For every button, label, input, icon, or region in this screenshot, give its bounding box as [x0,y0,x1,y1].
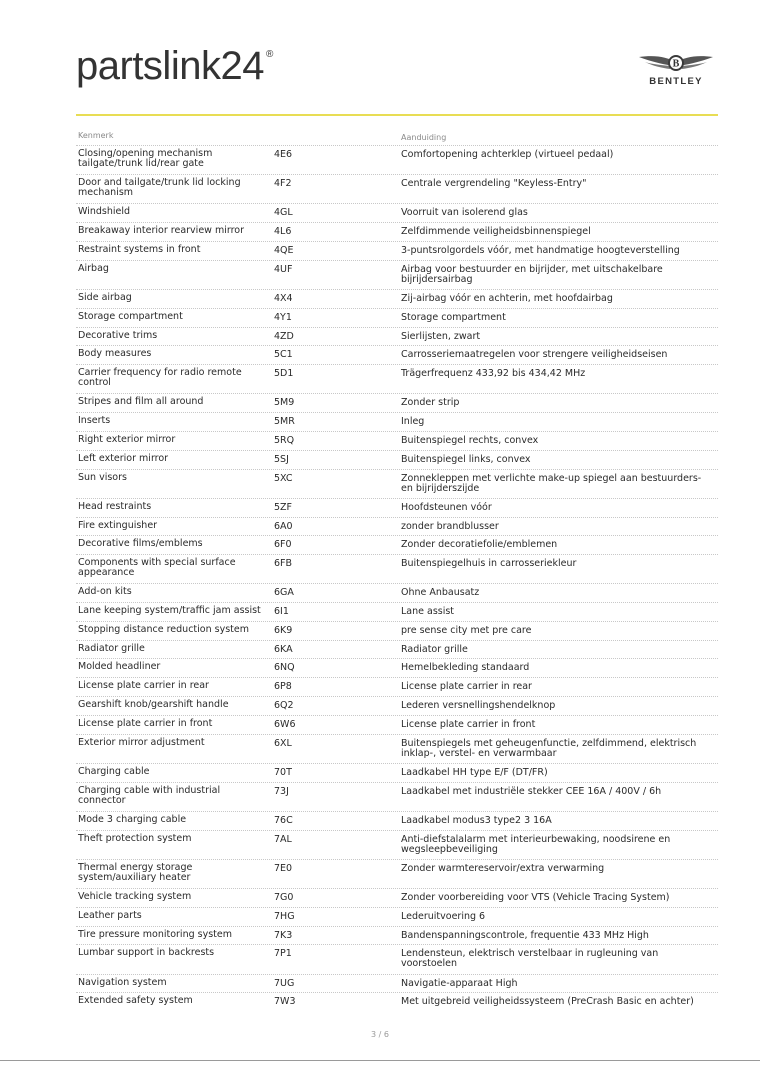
description-cell: Comfortopening achterklep (virtueel pedaal) [401,149,614,160]
feature-cell: Decorative films/emblems [78,538,203,550]
description-cell: Carrosseriemaatregelen voor strengere veiligheidseisen [401,349,668,361]
table-row [76,145,718,174]
description-cell: Lederuitvoering 6 [401,910,486,922]
feature-cell: Exterior mirror adjustment [78,736,205,748]
code-cell: 6NQ [274,662,295,674]
code-cell: 5MR [274,416,295,428]
code-cell: 6A0 [274,520,293,532]
feature-cell: Add-on kits [78,586,132,598]
table-row [76,621,718,640]
feature-cell: License plate carrier in front [78,717,213,729]
table-row [76,308,718,327]
brand-name: BENTLEY [649,76,703,87]
feature-cell: Stopping distance reduction system [78,623,249,635]
description-cell: License plate carrier in front [401,718,536,730]
table-row [76,640,718,659]
table-row [76,469,718,498]
feature-cell: License plate carrier in rear [78,680,209,692]
description-cell: Lane assist [401,606,455,618]
code-cell: 4GL [274,207,293,219]
table-row [76,327,718,346]
code-cell: 5RQ [274,434,295,446]
column-header-description: Aanduiding [401,133,447,142]
feature-cell: Charging cable with industrial connector [78,784,221,806]
description-cell: 3-puntsrolgordels vóór, met handmatige hoogteverstelling [401,244,680,256]
code-cell: 4F2 [274,178,292,190]
code-cell: 4QE [274,244,294,256]
feature-cell: Side airbag [78,291,132,303]
table-row [76,992,718,1011]
feature-cell: Extended safety system [78,995,193,1007]
table-row [76,554,718,583]
feature-cell: Sun visors [78,471,127,483]
table-row [76,431,718,450]
table-row [76,782,718,811]
feature-cell: Gearshift knob/gearshift handle [78,699,229,711]
code-cell: 6FB [274,558,293,570]
table-row [76,811,718,830]
description-cell: Buitenspiegelhuis in carrosseriekleur [401,558,577,570]
description-cell: Zonder voorbereiding voor VTS (Vehicle Tracing System) [401,892,670,903]
description-cell: Anti-diefstalalarm met interieurbewaking, noodsirene en wegsleepbeveiliging [401,833,671,855]
table-row [76,535,718,554]
code-cell: 6I1 [274,606,289,618]
feature-cell: Airbag [78,262,109,274]
feature-cell: Body measures [78,348,152,360]
code-cell: 5M9 [274,397,295,409]
table-row [76,260,718,289]
table-row [76,944,718,973]
feature-cell: Stripes and film all around [78,396,204,408]
column-header-feature: Kenmerk [78,131,114,140]
feature-cell: Radiator grille [78,642,145,654]
bentley-logo [634,52,718,87]
table-row [76,345,718,364]
table-row [76,517,718,536]
code-cell: 6XL [274,737,292,749]
feature-cell: Left exterior mirror [78,452,169,464]
description-cell: Zonder strip [401,397,460,409]
description-cell: Buitenspiegel rechts, convex [401,434,539,446]
code-cell: 7K3 [274,929,293,941]
feature-cell: Lane keeping system/traffic jam assist [78,605,261,617]
description-cell: Voorruit van isolerend glas [401,207,528,219]
feature-cell: Closing/opening mechanism tailgate/trunk lid/rear gate [78,148,213,169]
feature-cell: Leather parts [78,909,142,921]
table-row [76,412,718,431]
table-row [76,859,718,888]
feature-cell: Inserts [78,415,111,427]
code-cell: 5XC [274,472,293,484]
logo-registered-mark: ® [265,49,273,60]
partslink24-logo [76,46,273,86]
feature-cell: Vehicle tracking system [78,891,192,902]
description-cell: Centrale vergrendeling "Keyless-Entry" [401,178,587,190]
description-cell: Hoofdsteunen vóór [401,501,492,513]
feature-cell: Restraint systems in front [78,243,201,255]
feature-cell: Door and tailgate/trunk lid locking mechanism [78,177,241,199]
feature-cell: Carrier frequency for radio remote control [78,367,242,389]
description-cell: Laadkabel modus3 type2 3 16A [401,814,552,826]
description-cell: Met uitgebreid veiligheidssysteem (PreCrash Basic en achter) [401,996,694,1008]
code-cell: 4ZD [274,330,294,342]
description-cell: pre sense city met pre care [401,624,532,636]
table-row [76,222,718,241]
code-cell: 7G0 [274,892,294,903]
table-row [76,203,718,222]
feature-cell: Decorative trims [78,329,158,341]
svg-text:B: B [672,58,680,70]
table-row [76,241,718,260]
code-cell: 70T [274,766,292,778]
description-cell: Zonder decoratiefolie/emblemen [401,539,558,551]
feature-cell: Components with special surface appearance [78,557,236,579]
description-cell: Hemelbekleding standaard [401,662,530,674]
code-cell: 5C1 [274,349,293,361]
table-row [76,498,718,517]
footer-rule [0,1060,760,1061]
description-cell: License plate carrier in rear [401,681,532,693]
description-cell: Zij-airbag vóór en achterin, met hoofdairbag [401,292,613,304]
code-cell: 5D1 [274,368,294,380]
table-row [76,658,718,677]
table-body [76,145,718,1011]
feature-cell: Right exterior mirror [78,433,176,445]
feature-cell: Lumbar support in backrests [78,947,215,959]
table-row [76,926,718,945]
bentley-winged-b-icon [637,52,715,74]
description-cell: Sierlijsten, zwart [401,330,481,342]
description-cell: Ohne Anbausatz [401,587,480,599]
table-row [76,602,718,621]
feature-cell: Molded headliner [78,661,161,673]
feature-cell: Breakaway interior rearview mirror [78,225,244,237]
table-row [76,715,718,734]
code-cell: 4X4 [274,292,293,304]
feature-cell: Theft protection system [78,832,192,844]
code-cell: 4Y1 [274,311,292,323]
code-cell: 73J [274,785,289,797]
code-cell: 6P8 [274,681,292,693]
code-cell: 6KA [274,643,293,655]
description-cell: Lederen versnellingshendelknop [401,700,556,712]
description-cell: Buitenspiegel links, convex [401,453,531,465]
code-cell: 7W3 [274,996,296,1008]
feature-cell: Navigation system [78,976,167,988]
code-cell: 7AL [274,833,292,845]
code-cell: 6F0 [274,539,292,551]
code-cell: 7E0 [274,862,293,874]
vehicle-equipment-table [76,128,718,1011]
table-row [76,583,718,602]
table-row [76,364,718,393]
feature-cell: Fire extinguisher [78,519,158,531]
code-cell: 5ZF [274,501,293,513]
table-row [76,450,718,469]
table-row [76,696,718,715]
description-cell: Bandenspanningscontrole, frequentie 433 MHz High [401,929,649,941]
description-cell: Laadkabel HH type E/F (DT/FR) [401,766,548,778]
feature-cell: Mode 3 charging cable [78,813,187,825]
table-row [76,734,718,763]
code-cell: 6W6 [274,718,296,730]
description-cell: Buitenspiegels met geheugenfunctie, zelfdimmend, elektrisch inklap-, verstel- en verwarmbaar [401,737,697,759]
description-cell: Storage compartment [401,311,506,323]
logo-text: partslink24 [76,44,264,88]
feature-cell: Head restraints [78,500,152,512]
table-header [76,128,718,145]
description-cell: Zelfdimmende veiligheidsbinnenspiegel [401,226,591,238]
table-row [76,677,718,696]
description-cell: Lendensteun, elektrisch verstelbaar in rugleuning van voorstoelen [401,948,659,970]
header-accent-line [76,114,718,116]
table-row [76,974,718,993]
code-cell: 6K9 [274,624,293,636]
code-cell: 7HG [274,910,295,922]
description-cell: Trägerfrequenz 433,92 bis 434,42 MHz [401,368,586,380]
feature-cell: Tire pressure monitoring system [78,928,232,940]
description-cell: Navigatie-apparaat High [401,977,518,989]
code-cell: 5SJ [274,453,289,465]
table-row [76,888,718,907]
table-row [76,393,718,412]
table-row [76,174,718,203]
description-cell: Inleg [401,416,425,428]
code-cell: 4E6 [274,149,293,160]
code-cell: 7P1 [274,948,292,960]
table-row [76,763,718,782]
code-cell: 4L6 [274,226,292,238]
page-number: 3 / 6 [371,1030,389,1039]
description-cell: Airbag voor bestuurder en bijrijder, met uitschakelbare bijrijdersairbag [401,263,663,285]
table-row [76,830,718,859]
feature-cell: Charging cable [78,765,150,777]
feature-cell: Thermal energy storage system/auxiliary heater [78,861,193,883]
feature-cell: Storage compartment [78,310,183,322]
description-cell: zonder brandblusser [401,520,499,532]
description-cell: Radiator grille [401,643,468,655]
description-cell: Zonder warmtereservoir/extra verwarming [401,862,605,874]
feature-cell: Windshield [78,206,130,218]
code-cell: 6GA [274,587,294,599]
code-cell: 6Q2 [274,700,294,712]
description-cell: Laadkabel met industriële stekker CEE 16A / 400V / 6h [401,785,662,797]
code-cell: 7UG [274,977,295,989]
table-row [76,289,718,308]
table-row [76,907,718,926]
description-cell: Zonnekleppen met verlichte make-up spiegel aan bestuurders- en bijrijderszijde [401,472,702,494]
code-cell: 4UF [274,263,293,275]
code-cell: 76C [274,814,293,826]
